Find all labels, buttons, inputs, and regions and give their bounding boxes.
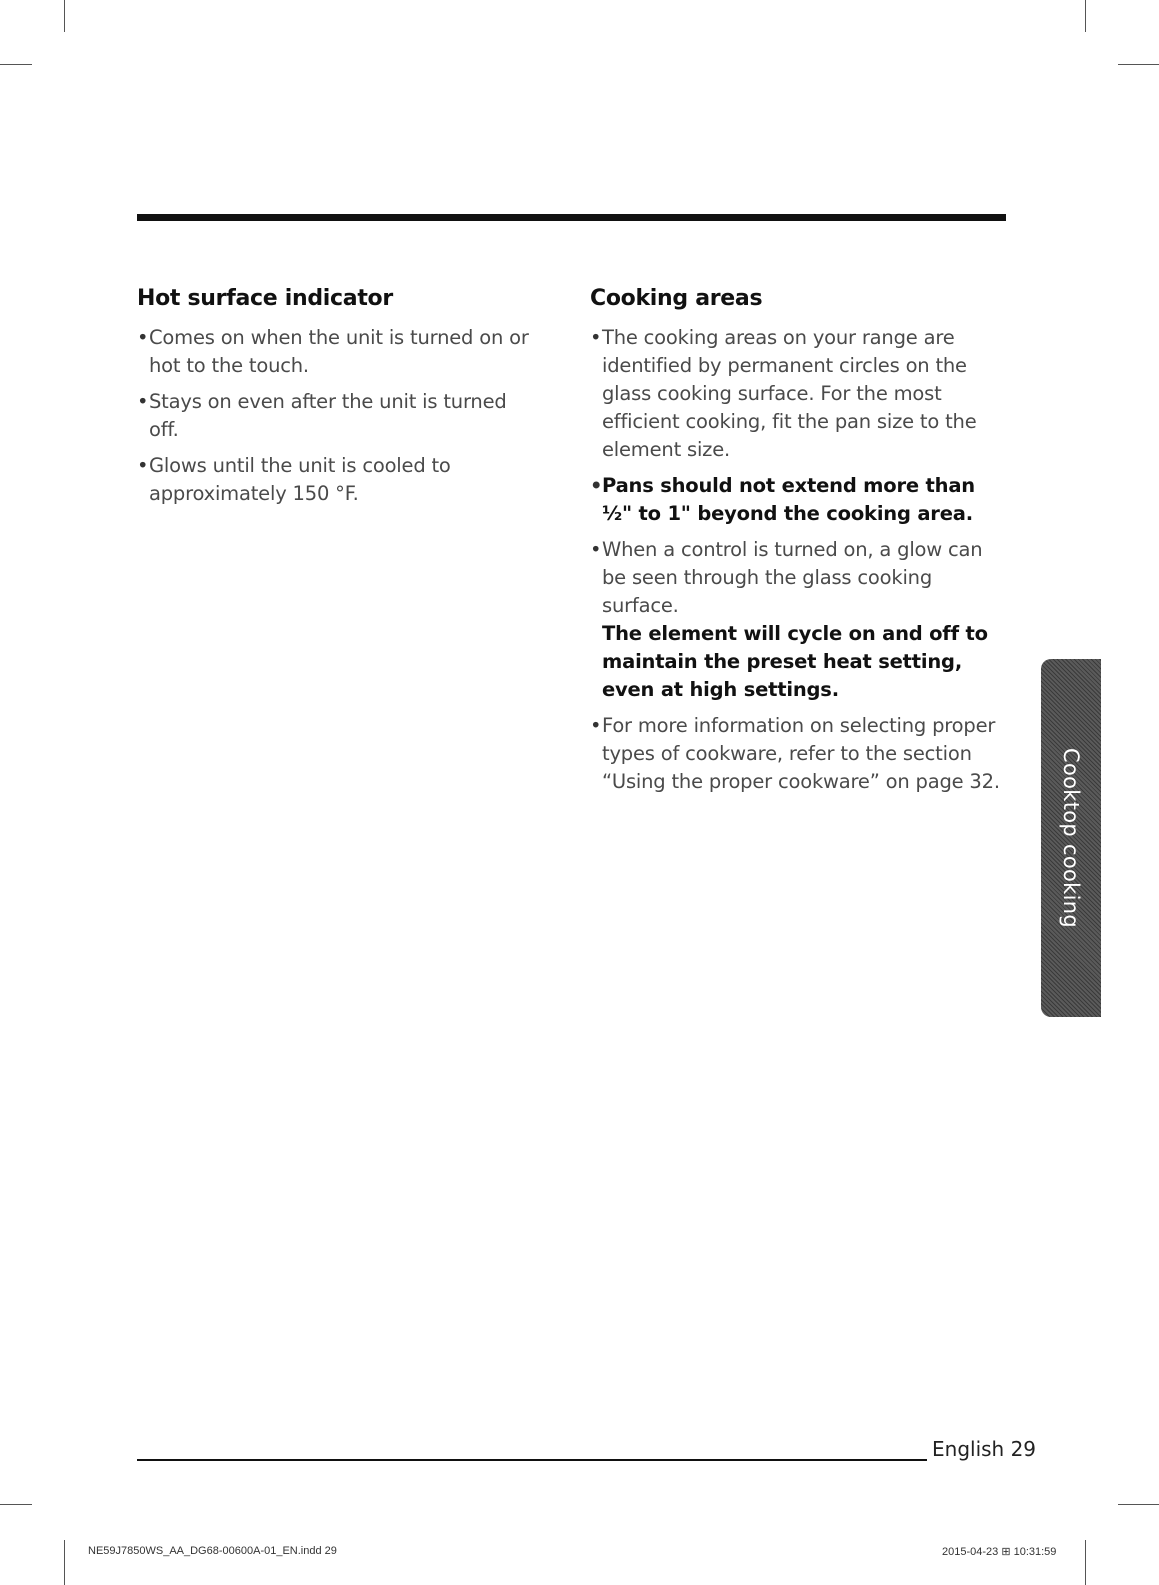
list-item-text: When a control is turned on, a glow can be seen through the glass cooking surface. — [602, 538, 983, 617]
crop-mark — [64, 0, 65, 32]
list-item: • Comes on when the unit is turned on or hot to the touch. — [137, 324, 537, 380]
print-slug-date: 2015-04-23 ⊞ 10:31:59 — [942, 1546, 1057, 1558]
crop-mark — [1085, 0, 1086, 32]
list-item: • Glows until the unit is cooled to approximately 150 °F. — [137, 452, 537, 508]
chapter-tab — [1041, 659, 1101, 1017]
list-item-bold-note: The element will cycle on and off to maintain the preset heat setting, even at high settings. — [602, 622, 988, 701]
crop-mark — [0, 64, 32, 65]
header-rule — [137, 214, 1006, 221]
crop-mark — [64, 1540, 65, 1585]
list-item: • For more information on selecting proper types of cookware, refer to the section “Using the proper cookware” on page 32. — [590, 712, 1010, 796]
section-title: Hot surface indicator — [137, 286, 393, 311]
chapter-tab-label: Cooktop cooking — [1059, 748, 1083, 928]
list-item: • Stays on even after the unit is turned off. — [137, 388, 537, 444]
bullet-list — [137, 324, 537, 508]
list-item: • The cooking areas on your range are identified by permanent circles on the glass cooking surface. For the most efficient cooking, fit the pan size to the element size. — [590, 324, 1010, 464]
crop-mark — [1118, 64, 1159, 65]
list-item-warning: • Pans should not extend more than ½" to 1" beyond the cooking area. — [590, 472, 1010, 528]
footer-rule — [137, 1459, 927, 1461]
crop-mark — [1085, 1540, 1086, 1585]
bullet-list — [590, 324, 1010, 796]
print-slug-file: NE59J7850WS_AA_DG68-00600A-01_EN.indd 29 — [88, 1545, 337, 1557]
page-number: English 29 — [932, 1437, 1037, 1461]
cooking-areas-section — [590, 284, 1010, 804]
crop-mark — [0, 1504, 32, 1505]
list-item — [590, 536, 1010, 704]
hot-surface-section — [137, 284, 537, 516]
section-title: Cooking areas — [590, 286, 763, 311]
crop-mark — [1118, 1504, 1159, 1505]
